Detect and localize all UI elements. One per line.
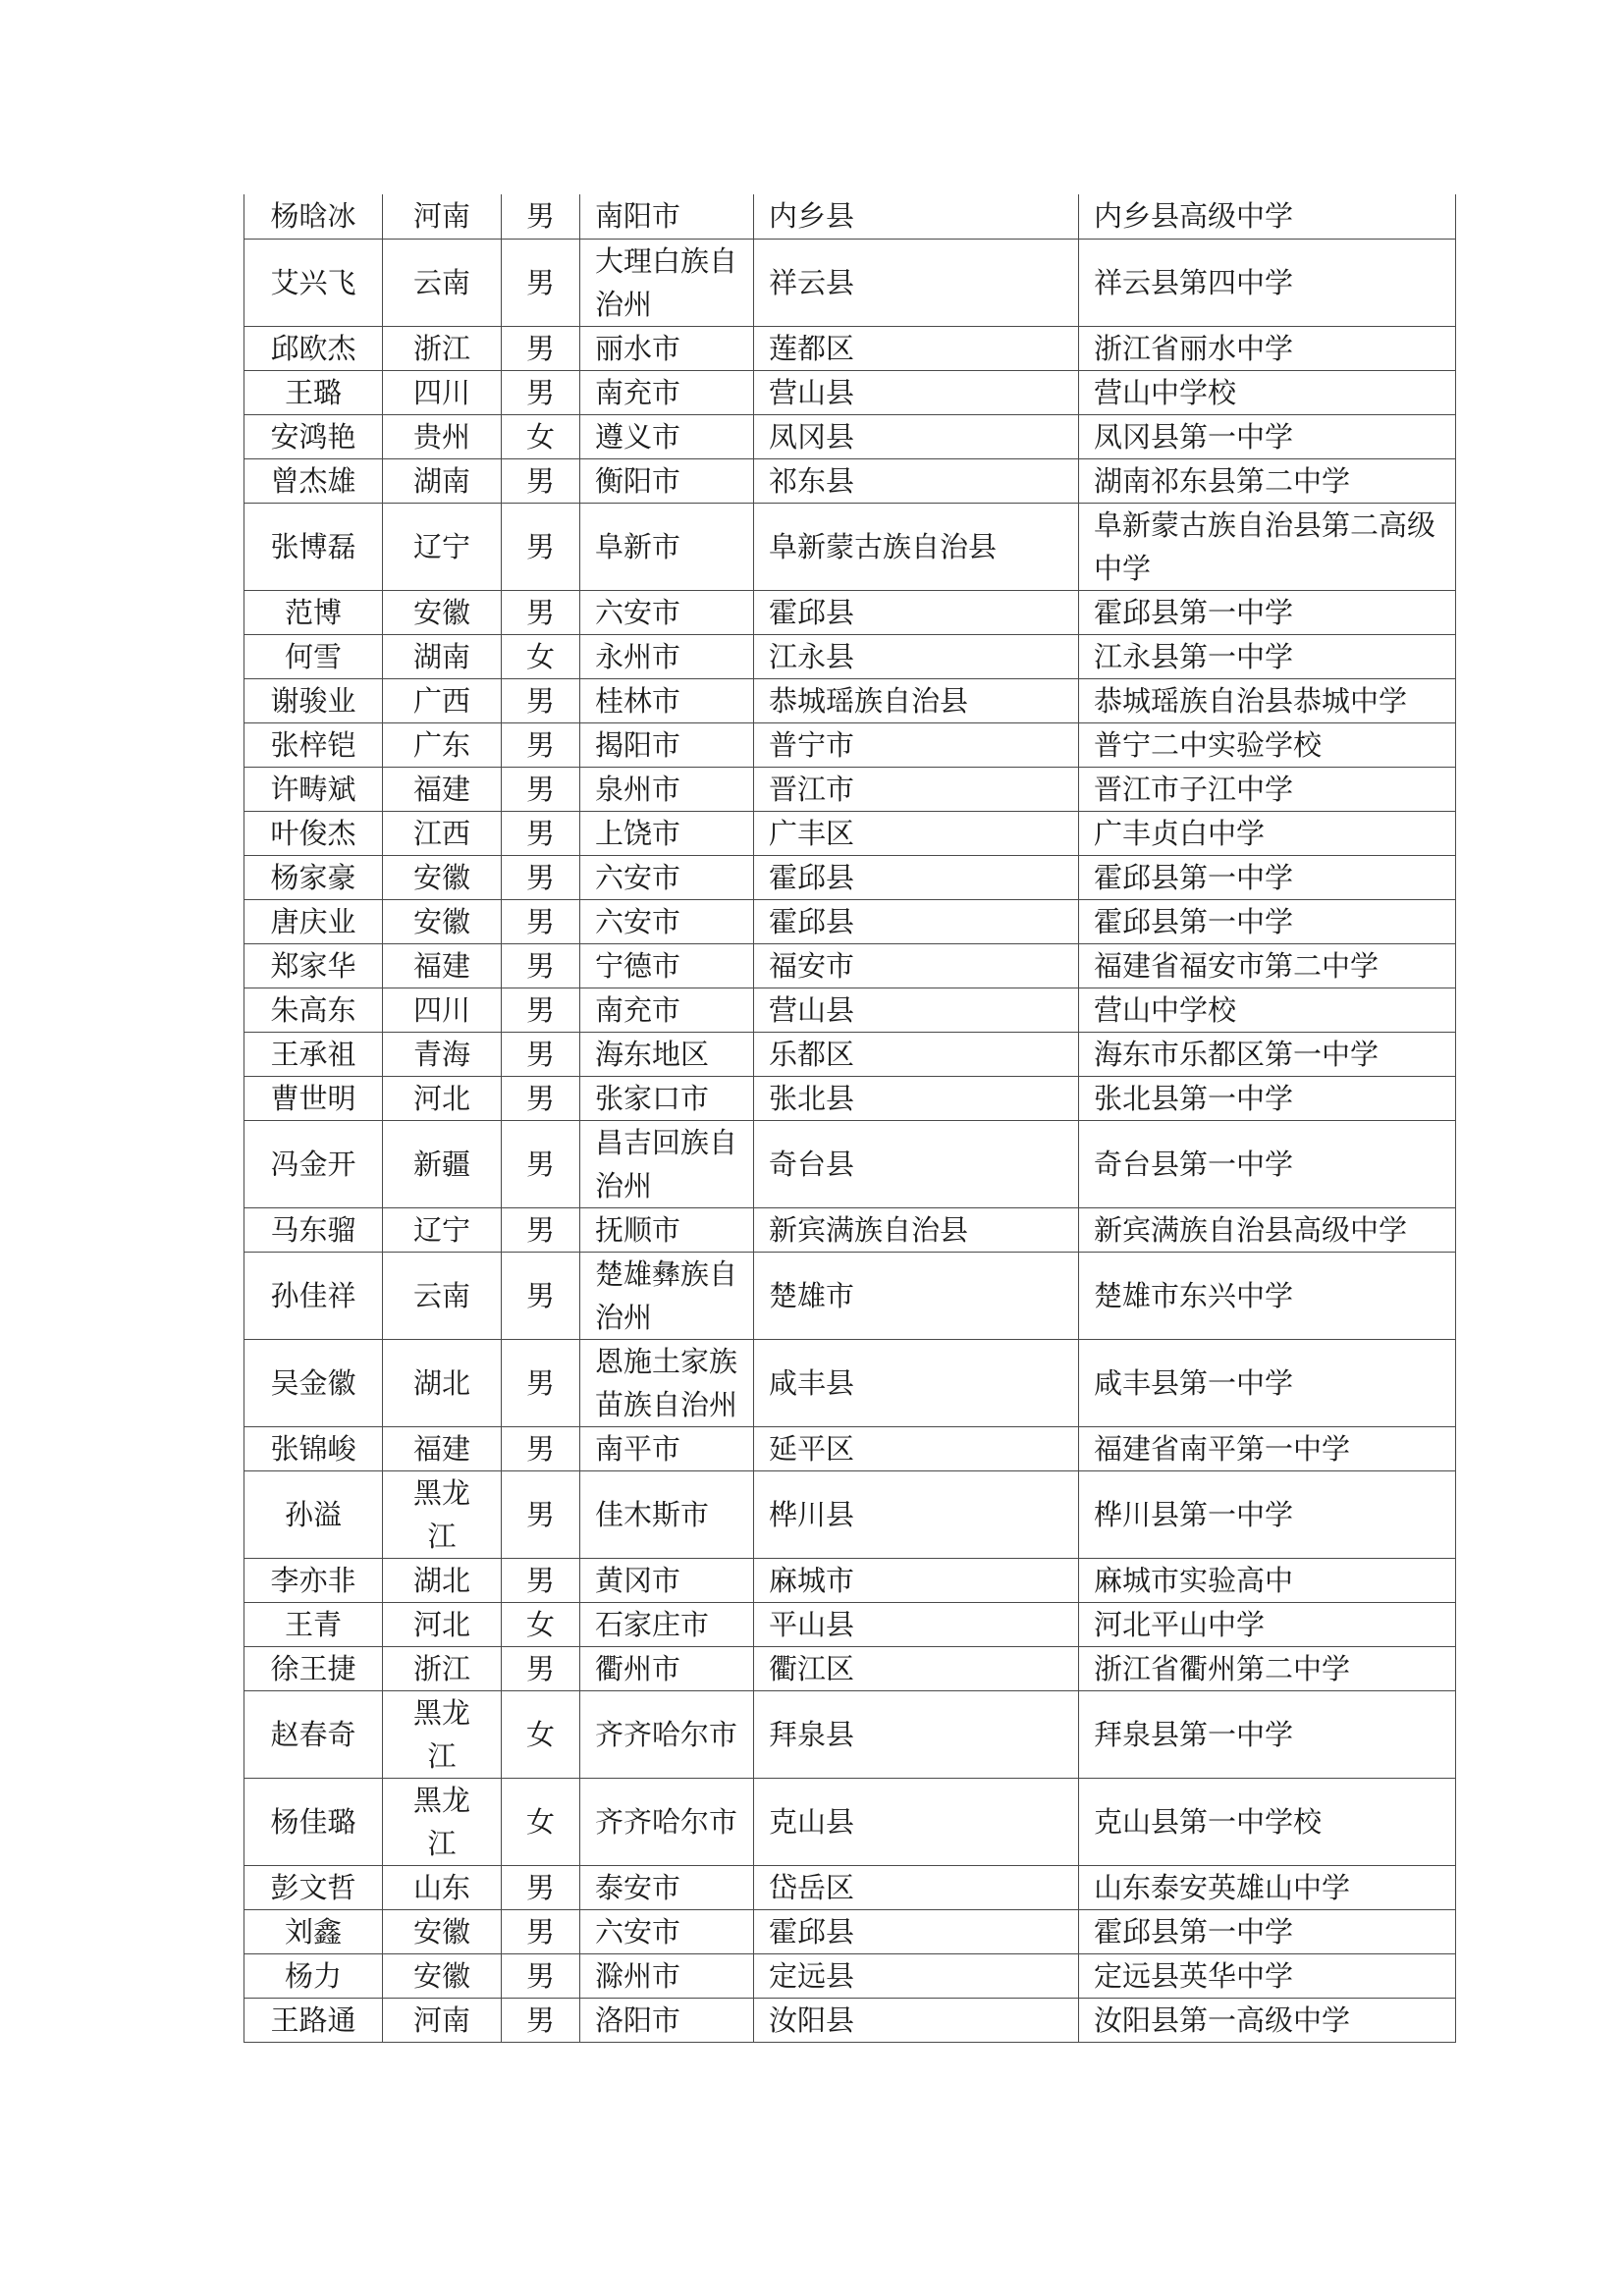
- gender-cell: 男: [502, 1953, 580, 1998]
- city-cell: 六安市: [580, 855, 754, 899]
- province-cell: 湖南: [383, 634, 502, 678]
- county-cell: 克山县: [754, 1778, 1079, 1865]
- student-name-cell: 孙佳祥: [244, 1252, 383, 1339]
- province-cell: 江西: [383, 811, 502, 855]
- student-name-cell: 杨佳璐: [244, 1778, 383, 1865]
- table-row: [244, 1339, 1456, 1426]
- county-cell: 阜新蒙古族自治县: [754, 503, 1079, 590]
- city-cell: 昌吉回族自治州: [580, 1120, 754, 1207]
- province-cell: 河北: [383, 1076, 502, 1120]
- city-cell: 遵义市: [580, 414, 754, 458]
- city-cell: 南平市: [580, 1426, 754, 1470]
- city-cell: 阜新市: [580, 503, 754, 590]
- table-row: [244, 590, 1456, 634]
- province-cell: 辽宁: [383, 503, 502, 590]
- city-cell: 恩施土家族苗族自治州: [580, 1339, 754, 1426]
- gender-cell: 男: [502, 855, 580, 899]
- gender-cell: 男: [502, 811, 580, 855]
- city-cell: 抚顺市: [580, 1207, 754, 1252]
- student-name-cell: 叶俊杰: [244, 811, 383, 855]
- gender-cell: 男: [502, 1998, 580, 2042]
- gender-cell: 男: [502, 1470, 580, 1558]
- county-cell: 霍邱县: [754, 1909, 1079, 1953]
- province-cell: 黑龙江: [383, 1690, 502, 1778]
- table-row: [244, 1558, 1456, 1602]
- county-cell: 霍邱县: [754, 590, 1079, 634]
- gender-cell: 男: [502, 899, 580, 943]
- student-list-body: [244, 194, 1456, 2042]
- county-cell: 晋江市: [754, 767, 1079, 811]
- gender-cell: 男: [502, 767, 580, 811]
- student-list-table: [244, 194, 1456, 2043]
- county-cell: 岱岳区: [754, 1865, 1079, 1909]
- student-name-cell: 王青: [244, 1602, 383, 1646]
- school-cell: 恭城瑶族自治县恭城中学: [1079, 678, 1456, 722]
- school-cell: 福建省南平第一中学: [1079, 1426, 1456, 1470]
- province-cell: 广东: [383, 722, 502, 767]
- student-name-cell: 赵春奇: [244, 1690, 383, 1778]
- table-row: [244, 1032, 1456, 1076]
- province-cell: 辽宁: [383, 1207, 502, 1252]
- province-cell: 新疆: [383, 1120, 502, 1207]
- city-cell: 滁州市: [580, 1953, 754, 1998]
- province-cell: 四川: [383, 370, 502, 414]
- province-cell: 河北: [383, 1602, 502, 1646]
- student-name-cell: 马东骝: [244, 1207, 383, 1252]
- province-cell: 山东: [383, 1865, 502, 1909]
- table-row: [244, 1998, 1456, 2042]
- student-name-cell: 王路通: [244, 1998, 383, 2042]
- school-cell: 克山县第一中学校: [1079, 1778, 1456, 1865]
- table-row: [244, 1646, 1456, 1690]
- student-name-cell: 曾杰雄: [244, 458, 383, 503]
- student-name-cell: 许畴斌: [244, 767, 383, 811]
- city-cell: 泉州市: [580, 767, 754, 811]
- student-name-cell: 刘鑫: [244, 1909, 383, 1953]
- student-name-cell: 张梓铠: [244, 722, 383, 767]
- student-name-cell: 王璐: [244, 370, 383, 414]
- province-cell: 湖南: [383, 458, 502, 503]
- gender-cell: 男: [502, 1032, 580, 1076]
- table-row: [244, 1865, 1456, 1909]
- province-cell: 湖北: [383, 1339, 502, 1426]
- county-cell: 霍邱县: [754, 855, 1079, 899]
- gender-cell: 男: [502, 988, 580, 1032]
- city-cell: 大理白族自治州: [580, 239, 754, 326]
- school-cell: 江永县第一中学: [1079, 634, 1456, 678]
- student-name-cell: 王承祖: [244, 1032, 383, 1076]
- county-cell: 定远县: [754, 1953, 1079, 1998]
- school-cell: 楚雄市东兴中学: [1079, 1252, 1456, 1339]
- student-name-cell: 唐庆业: [244, 899, 383, 943]
- student-name-cell: 范博: [244, 590, 383, 634]
- city-cell: 石家庄市: [580, 1602, 754, 1646]
- gender-cell: 男: [502, 194, 580, 239]
- county-cell: 莲都区: [754, 326, 1079, 370]
- gender-cell: 男: [502, 1207, 580, 1252]
- table-row: [244, 988, 1456, 1032]
- student-name-cell: 孙溢: [244, 1470, 383, 1558]
- province-cell: 福建: [383, 1426, 502, 1470]
- table-row: [244, 1470, 1456, 1558]
- county-cell: 福安市: [754, 943, 1079, 988]
- school-cell: 霍邱县第一中学: [1079, 1909, 1456, 1953]
- school-cell: 霍邱县第一中学: [1079, 855, 1456, 899]
- province-cell: 福建: [383, 767, 502, 811]
- province-cell: 安徽: [383, 1953, 502, 1998]
- table-row: [244, 503, 1456, 590]
- county-cell: 新宾满族自治县: [754, 1207, 1079, 1252]
- gender-cell: 女: [502, 1778, 580, 1865]
- table-row: [244, 1252, 1456, 1339]
- table-row: [244, 239, 1456, 326]
- city-cell: 六安市: [580, 899, 754, 943]
- city-cell: 海东地区: [580, 1032, 754, 1076]
- city-cell: 六安市: [580, 590, 754, 634]
- school-cell: 霍邱县第一中学: [1079, 899, 1456, 943]
- school-cell: 拜泉县第一中学: [1079, 1690, 1456, 1778]
- county-cell: 营山县: [754, 370, 1079, 414]
- student-name-cell: 徐王捷: [244, 1646, 383, 1690]
- table-row: [244, 634, 1456, 678]
- county-cell: 奇台县: [754, 1120, 1079, 1207]
- county-cell: 祁东县: [754, 458, 1079, 503]
- table-row: [244, 1690, 1456, 1778]
- gender-cell: 男: [502, 1120, 580, 1207]
- province-cell: 安徽: [383, 590, 502, 634]
- student-name-cell: 朱高东: [244, 988, 383, 1032]
- county-cell: 江永县: [754, 634, 1079, 678]
- province-cell: 四川: [383, 988, 502, 1032]
- table-row: [244, 1426, 1456, 1470]
- province-cell: 湖北: [383, 1558, 502, 1602]
- student-name-cell: 郑家华: [244, 943, 383, 988]
- table-row: [244, 1778, 1456, 1865]
- table-row: [244, 458, 1456, 503]
- school-cell: 普宁二中实验学校: [1079, 722, 1456, 767]
- gender-cell: 男: [502, 1076, 580, 1120]
- gender-cell: 男: [502, 1646, 580, 1690]
- city-cell: 泰安市: [580, 1865, 754, 1909]
- school-cell: 海东市乐都区第一中学: [1079, 1032, 1456, 1076]
- school-cell: 定远县英华中学: [1079, 1953, 1456, 1998]
- county-cell: 普宁市: [754, 722, 1079, 767]
- school-cell: 营山中学校: [1079, 988, 1456, 1032]
- table-row: [244, 678, 1456, 722]
- student-name-cell: 张博磊: [244, 503, 383, 590]
- school-cell: 营山中学校: [1079, 370, 1456, 414]
- table-row: [244, 943, 1456, 988]
- student-name-cell: 吴金徽: [244, 1339, 383, 1426]
- province-cell: 浙江: [383, 326, 502, 370]
- city-cell: 衢州市: [580, 1646, 754, 1690]
- gender-cell: 女: [502, 634, 580, 678]
- city-cell: 丽水市: [580, 326, 754, 370]
- school-cell: 凤冈县第一中学: [1079, 414, 1456, 458]
- student-name-cell: 何雪: [244, 634, 383, 678]
- school-cell: 麻城市实验高中: [1079, 1558, 1456, 1602]
- county-cell: 乐都区: [754, 1032, 1079, 1076]
- school-cell: 奇台县第一中学: [1079, 1120, 1456, 1207]
- county-cell: 平山县: [754, 1602, 1079, 1646]
- gender-cell: 男: [502, 326, 580, 370]
- city-cell: 齐齐哈尔市: [580, 1690, 754, 1778]
- county-cell: 霍邱县: [754, 899, 1079, 943]
- county-cell: 咸丰县: [754, 1339, 1079, 1426]
- school-cell: 桦川县第一中学: [1079, 1470, 1456, 1558]
- county-cell: 内乡县: [754, 194, 1079, 239]
- student-name-cell: 杨力: [244, 1953, 383, 1998]
- county-cell: 拜泉县: [754, 1690, 1079, 1778]
- province-cell: 河南: [383, 194, 502, 239]
- school-cell: 河北平山中学: [1079, 1602, 1456, 1646]
- county-cell: 延平区: [754, 1426, 1079, 1470]
- school-cell: 浙江省衢州第二中学: [1079, 1646, 1456, 1690]
- table-row: [244, 370, 1456, 414]
- province-cell: 福建: [383, 943, 502, 988]
- student-name-cell: 邱欧杰: [244, 326, 383, 370]
- city-cell: 楚雄彝族自治州: [580, 1252, 754, 1339]
- table-row: [244, 1602, 1456, 1646]
- gender-cell: 男: [502, 943, 580, 988]
- province-cell: 安徽: [383, 855, 502, 899]
- table-row: [244, 811, 1456, 855]
- city-cell: 南阳市: [580, 194, 754, 239]
- city-cell: 揭阳市: [580, 722, 754, 767]
- student-name-cell: 曹世明: [244, 1076, 383, 1120]
- province-cell: 浙江: [383, 1646, 502, 1690]
- city-cell: 齐齐哈尔市: [580, 1778, 754, 1865]
- city-cell: 张家口市: [580, 1076, 754, 1120]
- school-cell: 张北县第一中学: [1079, 1076, 1456, 1120]
- province-cell: 云南: [383, 239, 502, 326]
- county-cell: 麻城市: [754, 1558, 1079, 1602]
- city-cell: 六安市: [580, 1909, 754, 1953]
- county-cell: 汝阳县: [754, 1998, 1079, 2042]
- gender-cell: 男: [502, 1339, 580, 1426]
- gender-cell: 男: [502, 1909, 580, 1953]
- gender-cell: 男: [502, 1558, 580, 1602]
- student-name-cell: 安鸿艳: [244, 414, 383, 458]
- province-cell: 安徽: [383, 1909, 502, 1953]
- county-cell: 张北县: [754, 1076, 1079, 1120]
- gender-cell: 男: [502, 503, 580, 590]
- table-row: [244, 414, 1456, 458]
- table-row: [244, 1076, 1456, 1120]
- city-cell: 永州市: [580, 634, 754, 678]
- student-name-cell: 张锦峻: [244, 1426, 383, 1470]
- gender-cell: 男: [502, 370, 580, 414]
- city-cell: 衡阳市: [580, 458, 754, 503]
- school-cell: 汝阳县第一高级中学: [1079, 1998, 1456, 2042]
- student-name-cell: 杨晗冰: [244, 194, 383, 239]
- county-cell: 凤冈县: [754, 414, 1079, 458]
- table-row: [244, 1207, 1456, 1252]
- table-row: [244, 899, 1456, 943]
- city-cell: 桂林市: [580, 678, 754, 722]
- table-row: [244, 194, 1456, 239]
- county-cell: 桦川县: [754, 1470, 1079, 1558]
- school-cell: 霍邱县第一中学: [1079, 590, 1456, 634]
- table-row: [244, 1120, 1456, 1207]
- student-name-cell: 李亦非: [244, 1558, 383, 1602]
- city-cell: 宁德市: [580, 943, 754, 988]
- gender-cell: 男: [502, 1252, 580, 1339]
- county-cell: 衢江区: [754, 1646, 1079, 1690]
- table-row: [244, 1909, 1456, 1953]
- gender-cell: 女: [502, 1690, 580, 1778]
- county-cell: 营山县: [754, 988, 1079, 1032]
- school-cell: 浙江省丽水中学: [1079, 326, 1456, 370]
- city-cell: 南充市: [580, 988, 754, 1032]
- school-cell: 福建省福安市第二中学: [1079, 943, 1456, 988]
- student-name-cell: 冯金开: [244, 1120, 383, 1207]
- gender-cell: 男: [502, 239, 580, 326]
- city-cell: 南充市: [580, 370, 754, 414]
- county-cell: 楚雄市: [754, 1252, 1079, 1339]
- gender-cell: 女: [502, 414, 580, 458]
- gender-cell: 男: [502, 590, 580, 634]
- school-cell: 新宾满族自治县高级中学: [1079, 1207, 1456, 1252]
- school-cell: 晋江市子江中学: [1079, 767, 1456, 811]
- province-cell: 黑龙江: [383, 1778, 502, 1865]
- table-row: [244, 767, 1456, 811]
- gender-cell: 男: [502, 722, 580, 767]
- student-name-cell: 谢骏业: [244, 678, 383, 722]
- student-name-cell: 彭文哲: [244, 1865, 383, 1909]
- province-cell: 青海: [383, 1032, 502, 1076]
- table-row: [244, 1953, 1456, 1998]
- county-cell: 广丰区: [754, 811, 1079, 855]
- gender-cell: 男: [502, 458, 580, 503]
- school-cell: 咸丰县第一中学: [1079, 1339, 1456, 1426]
- table-row: [244, 326, 1456, 370]
- table-row: [244, 722, 1456, 767]
- province-cell: 安徽: [383, 899, 502, 943]
- gender-cell: 男: [502, 678, 580, 722]
- city-cell: 上饶市: [580, 811, 754, 855]
- gender-cell: 女: [502, 1602, 580, 1646]
- student-name-cell: 杨家豪: [244, 855, 383, 899]
- gender-cell: 男: [502, 1426, 580, 1470]
- province-cell: 河南: [383, 1998, 502, 2042]
- school-cell: 山东泰安英雄山中学: [1079, 1865, 1456, 1909]
- city-cell: 洛阳市: [580, 1998, 754, 2042]
- county-cell: 祥云县: [754, 239, 1079, 326]
- city-cell: 佳木斯市: [580, 1470, 754, 1558]
- county-cell: 恭城瑶族自治县: [754, 678, 1079, 722]
- student-name-cell: 艾兴飞: [244, 239, 383, 326]
- province-cell: 黑龙江: [383, 1470, 502, 1558]
- gender-cell: 男: [502, 1865, 580, 1909]
- school-cell: 广丰贞白中学: [1079, 811, 1456, 855]
- school-cell: 阜新蒙古族自治县第二高级中学: [1079, 503, 1456, 590]
- school-cell: 湖南祁东县第二中学: [1079, 458, 1456, 503]
- province-cell: 云南: [383, 1252, 502, 1339]
- school-cell: 内乡县高级中学: [1079, 194, 1456, 239]
- school-cell: 祥云县第四中学: [1079, 239, 1456, 326]
- province-cell: 贵州: [383, 414, 502, 458]
- table-row: [244, 855, 1456, 899]
- city-cell: 黄冈市: [580, 1558, 754, 1602]
- province-cell: 广西: [383, 678, 502, 722]
